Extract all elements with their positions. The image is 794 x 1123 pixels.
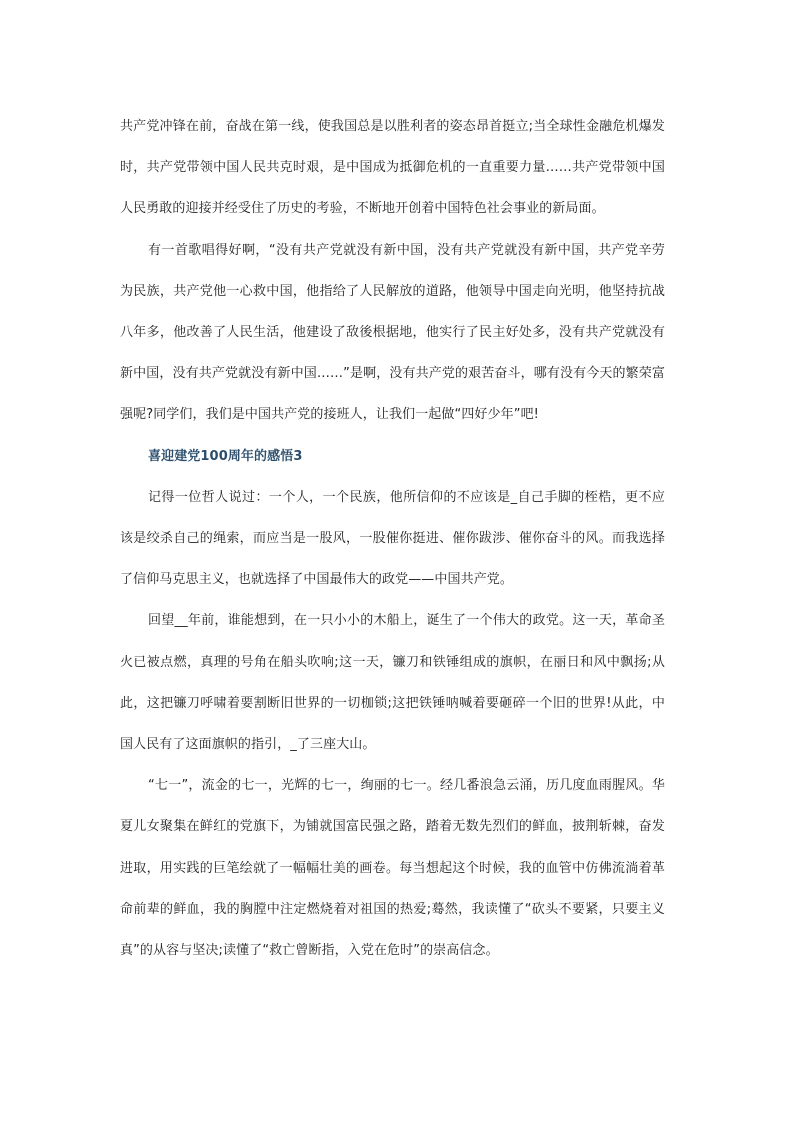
section-heading: 喜迎建党100周年的感悟3 [148, 448, 303, 464]
paragraph-4: 回望__年前，谁能想到，在一只小小的木船上，诞生了一个伟大的政党。这一天，革命圣火已被点燃，真理的号角在船头吹响;这一天，镰刀和铁锤组成的旗帜，在丽日和风中飘扬;从此，这把镰刀呼啸着要割断旧世界的一切枷锁;这把铁锤呐喊着要砸碎一个旧的世界!从此，中国人民有了这面旗帜的指引，_了三座大山。 [120, 613, 665, 753]
document-body [120, 106, 665, 971]
paragraph-3: 记得一位哲人说过：一个人，一个民族，他所信仰的不应该是_自己手脚的桎梏，更不应该是绞杀自己的绳索，而应当是一股风，一股催你挺进、催你跋涉、催你奋斗的风。而我选择了信仰马克思主义，也就选择了中国最伟大的政党——中国共产党。 [120, 489, 665, 588]
paragraph-1: 共产党冲锋在前，奋战在第一线，使我国总是以胜利者的姿态昂首挺立;当全球性金融危机爆发时，共产党带领中国人民共克时艰，是中国成为抵御危机的一直重要力量……共产党带领中国人民勇敢的迎接并经受住了历史的考验，不断地开创着中国特色社会事业的新局面。 [120, 119, 665, 217]
paragraph-5: “七一”，流金的七一，光辉的七一，绚丽的七一。经几番浪急云涌，历几度血雨腥风。华夏儿女聚集在鲜红的党旗下，为铺就国富民强之路，踏着无数先烈们的鲜血，披荆斩棘，奋发进取，用实践的巨笔绘就了一幅幅壮美的画卷。每当想起这个时候，我的血管中仿佛流淌着革命前辈的鲜血，我的胸膛中注定燃烧着对祖国的热爱;蓦然，我读懂了“砍头不要紧，只要主义真”的从容与坚决;读懂了“救亡曾断指，入党在危时”的崇高信念。 [120, 778, 665, 959]
paragraph-2: 有一首歌唱得好啊，“没有共产党就没有新中国，没有共产党就没有新中国，共产党辛劳为民族，共产党他一心救中国，他指给了人民解放的道路，他领导中国走向光明，他坚持抗战八年多，他改善了人民生活，他建设了敌後根据地，他实行了民主好处多，没有共产党就没有新中国，没有共产党就没有新中国……”是啊，没有共产党的艰苦奋斗，哪有没有今天的繁荣富强呢?同学们，我们是中国共产党的接班人，让我们一起做“四好少年”吧! [120, 242, 665, 423]
